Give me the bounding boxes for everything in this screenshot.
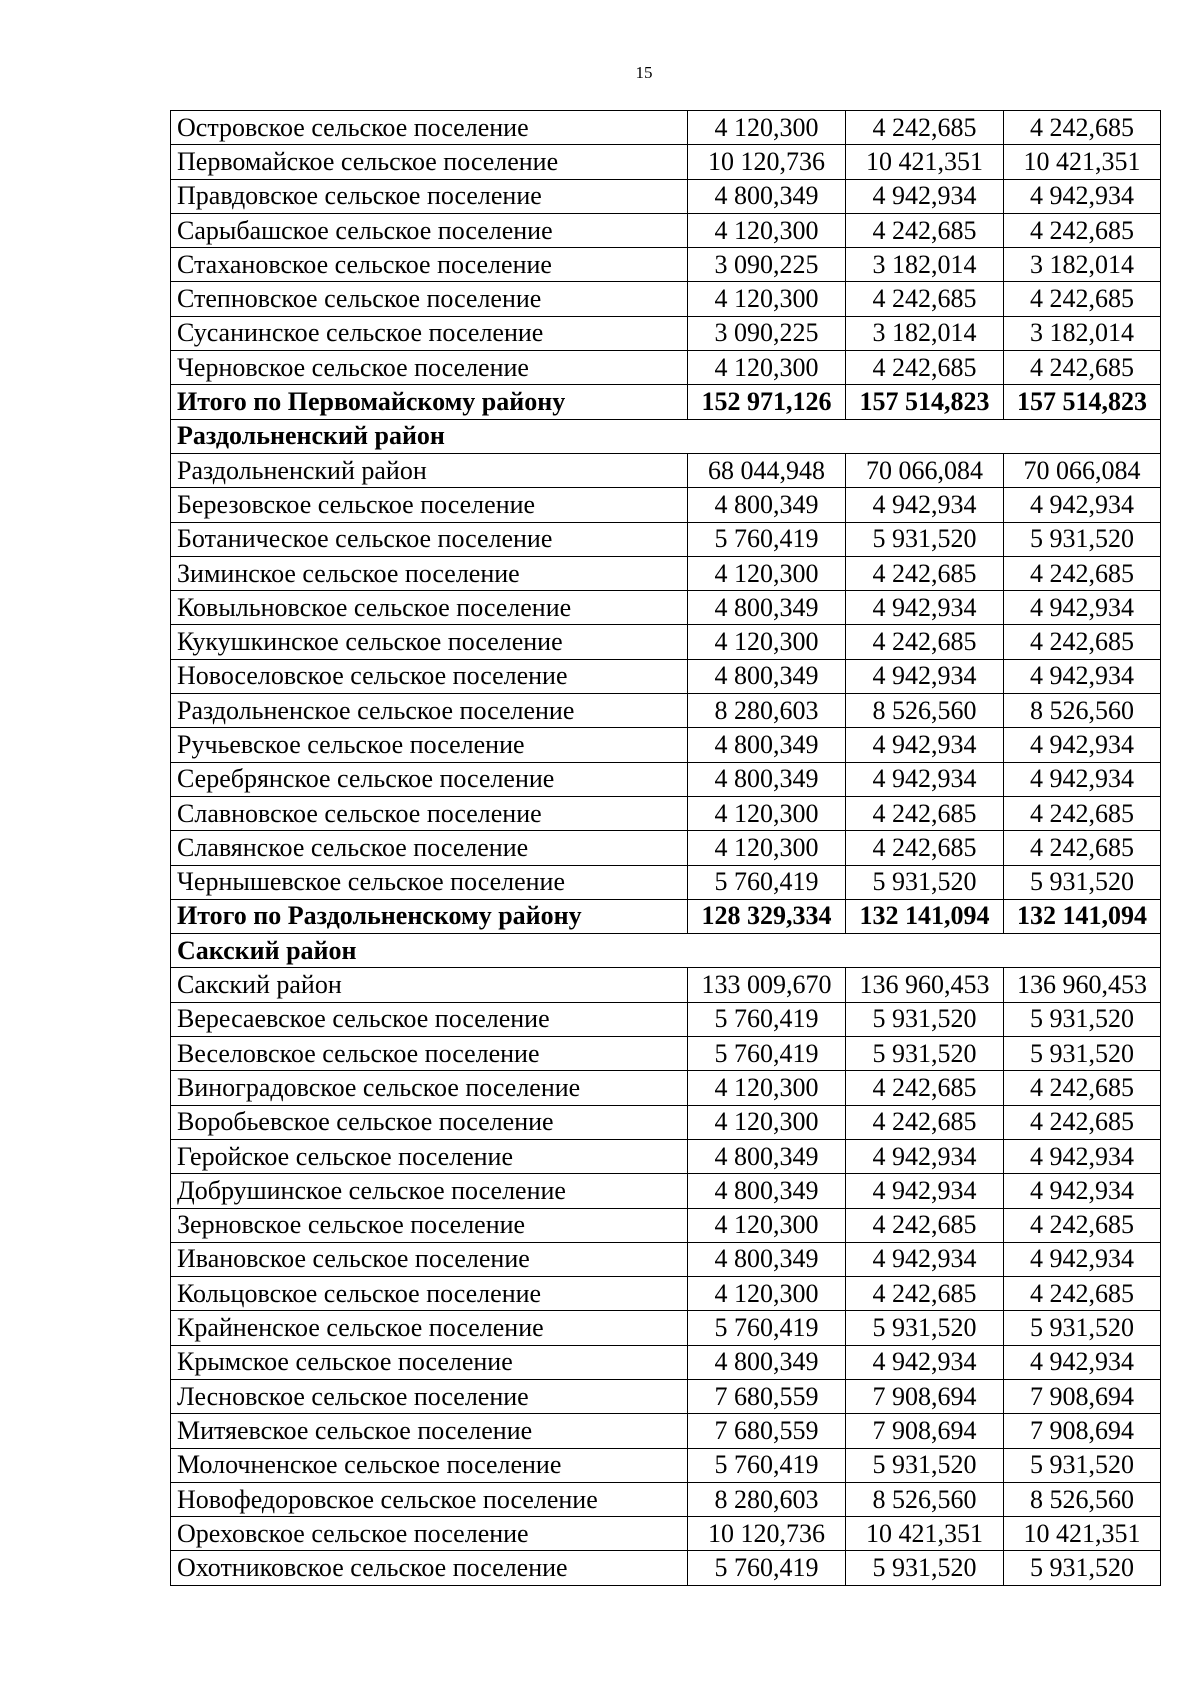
table-row [171, 488, 1161, 522]
table-row [171, 1105, 1161, 1139]
table-row [171, 1242, 1161, 1276]
total-row [171, 385, 1161, 419]
table-row [171, 1071, 1161, 1105]
amount-cell-1: 4 800,349 [688, 1174, 846, 1208]
table-row [171, 453, 1161, 487]
amount-cell-3: 4 942,934 [1004, 1139, 1161, 1173]
amount-cell-1: 4 800,349 [688, 659, 846, 693]
amount-cell-2: 4 242,685 [846, 1277, 1004, 1311]
amount-cell-3: 10 421,351 [1004, 145, 1161, 179]
section-header-row [171, 934, 1161, 968]
settlement-name: Ореховское сельское поселение [171, 1517, 688, 1551]
table-row [171, 316, 1161, 350]
settlement-name: Славянское сельское поселение [171, 831, 688, 865]
table-row [171, 831, 1161, 865]
amount-cell-1: 7 680,559 [688, 1379, 846, 1413]
settlement-name: Ивановское сельское поселение [171, 1242, 688, 1276]
amount-cell-3: 5 931,520 [1004, 1551, 1161, 1585]
settlement-name: Воробьевское сельское поселение [171, 1105, 688, 1139]
amount-cell-3: 5 931,520 [1004, 1448, 1161, 1482]
amount-cell-3: 5 931,520 [1004, 1311, 1161, 1345]
amount-cell-2: 132 141,094 [846, 899, 1004, 933]
settlement-name: Кукушкинское сельское поселение [171, 625, 688, 659]
table-row [171, 351, 1161, 385]
amount-cell-1: 68 044,948 [688, 453, 846, 487]
amount-cell-3: 8 526,560 [1004, 1482, 1161, 1516]
amount-cell-1: 4 120,300 [688, 1105, 846, 1139]
amount-cell-1: 128 329,334 [688, 899, 846, 933]
table-row [171, 111, 1161, 145]
settlement-name: Зиминское сельское поселение [171, 556, 688, 590]
settlement-name: Зерновское сельское поселение [171, 1208, 688, 1242]
amount-cell-1: 4 120,300 [688, 213, 846, 247]
amount-cell-1: 4 800,349 [688, 1242, 846, 1276]
amount-cell-3: 4 242,685 [1004, 1105, 1161, 1139]
table-row [171, 968, 1161, 1002]
table-row [171, 1002, 1161, 1036]
settlement-name: Лесновское сельское поселение [171, 1379, 688, 1413]
table-row [171, 1174, 1161, 1208]
table-row [171, 179, 1161, 213]
amount-cell-3: 70 066,084 [1004, 453, 1161, 487]
settlement-name: Ручьевское сельское поселение [171, 728, 688, 762]
amount-cell-1: 4 120,300 [688, 831, 846, 865]
amount-cell-2: 4 942,934 [846, 728, 1004, 762]
table-row [171, 591, 1161, 625]
amount-cell-1: 4 800,349 [688, 1345, 846, 1379]
settlement-name: Березовское сельское поселение [171, 488, 688, 522]
table-row [171, 1551, 1161, 1585]
amount-cell-1: 4 120,300 [688, 111, 846, 145]
amount-cell-3: 5 931,520 [1004, 1037, 1161, 1071]
amount-cell-1: 5 760,419 [688, 1037, 846, 1071]
table-row [171, 556, 1161, 590]
settlement-name: Островское сельское поселение [171, 111, 688, 145]
amount-cell-3: 7 908,694 [1004, 1414, 1161, 1448]
amount-cell-2: 8 526,560 [846, 1482, 1004, 1516]
amount-cell-2: 10 421,351 [846, 145, 1004, 179]
amount-cell-2: 7 908,694 [846, 1379, 1004, 1413]
amount-cell-3: 4 942,934 [1004, 488, 1161, 522]
amount-cell-2: 5 931,520 [846, 1448, 1004, 1482]
settlement-name: Раздольненское сельское поселение [171, 694, 688, 728]
amount-cell-3: 4 242,685 [1004, 213, 1161, 247]
amount-cell-2: 4 942,934 [846, 659, 1004, 693]
amount-cell-2: 4 242,685 [846, 1105, 1004, 1139]
amount-cell-3: 4 242,685 [1004, 351, 1161, 385]
amount-cell-1: 4 120,300 [688, 796, 846, 830]
amount-cell-3: 4 942,934 [1004, 1242, 1161, 1276]
amount-cell-3: 4 942,934 [1004, 762, 1161, 796]
amount-cell-3: 7 908,694 [1004, 1379, 1161, 1413]
settlement-name: Чернышевское сельское поселение [171, 865, 688, 899]
settlement-name: Вересаевское сельское поселение [171, 1002, 688, 1036]
amount-cell-2: 70 066,084 [846, 453, 1004, 487]
settlement-name: Крайненское сельское поселение [171, 1311, 688, 1345]
settlement-name: Геройское сельское поселение [171, 1139, 688, 1173]
amount-cell-2: 5 931,520 [846, 1551, 1004, 1585]
amount-cell-3: 4 242,685 [1004, 625, 1161, 659]
settlement-name: Стахановское сельское поселение [171, 248, 688, 282]
table-row [171, 1448, 1161, 1482]
amount-cell-3: 4 242,685 [1004, 796, 1161, 830]
amount-cell-3: 132 141,094 [1004, 899, 1161, 933]
amount-cell-2: 4 942,934 [846, 1345, 1004, 1379]
settlement-name: Сакский район [171, 968, 688, 1002]
amount-cell-1: 4 120,300 [688, 1277, 846, 1311]
table-row [171, 1414, 1161, 1448]
amount-cell-3: 4 242,685 [1004, 1208, 1161, 1242]
table-row [171, 1037, 1161, 1071]
amount-cell-2: 4 942,934 [846, 1242, 1004, 1276]
amount-cell-2: 4 242,685 [846, 1208, 1004, 1242]
amount-cell-1: 5 760,419 [688, 865, 846, 899]
amount-cell-1: 4 800,349 [688, 762, 846, 796]
amount-cell-1: 8 280,603 [688, 694, 846, 728]
amount-cell-1: 4 800,349 [688, 591, 846, 625]
table-row [171, 1208, 1161, 1242]
settlement-name: Молочненское сельское поселение [171, 1448, 688, 1482]
table-row [171, 865, 1161, 899]
amount-cell-2: 5 931,520 [846, 1311, 1004, 1345]
settlement-name: Виноградовское сельское поселение [171, 1071, 688, 1105]
settlement-name: Кольцовское сельское поселение [171, 1277, 688, 1311]
table-row [171, 694, 1161, 728]
amount-cell-2: 4 242,685 [846, 796, 1004, 830]
table-row [171, 625, 1161, 659]
amount-cell-2: 7 908,694 [846, 1414, 1004, 1448]
settlement-name: Сарыбашское сельское поселение [171, 213, 688, 247]
amount-cell-1: 4 800,349 [688, 488, 846, 522]
settlement-name: Новоселовское сельское поселение [171, 659, 688, 693]
amount-cell-2: 4 242,685 [846, 213, 1004, 247]
amount-cell-3: 3 182,014 [1004, 248, 1161, 282]
settlement-name: Степновское сельское поселение [171, 282, 688, 316]
amount-cell-1: 4 120,300 [688, 1071, 846, 1105]
settlement-name: Ботаническое сельское поселение [171, 522, 688, 556]
settlement-name: Сусанинское сельское поселение [171, 316, 688, 350]
amount-cell-3: 4 942,934 [1004, 659, 1161, 693]
table-row [171, 762, 1161, 796]
section-title: Сакский район [171, 934, 1161, 968]
table-row [171, 1311, 1161, 1345]
settlement-name: Митяевское сельское поселение [171, 1414, 688, 1448]
amount-cell-3: 5 931,520 [1004, 865, 1161, 899]
amount-cell-1: 10 120,736 [688, 145, 846, 179]
table-row [171, 248, 1161, 282]
amount-cell-2: 4 242,685 [846, 831, 1004, 865]
settlement-name: Охотниковское сельское поселение [171, 1551, 688, 1585]
amount-cell-2: 4 242,685 [846, 111, 1004, 145]
amount-cell-1: 152 971,126 [688, 385, 846, 419]
amount-cell-2: 4 942,934 [846, 591, 1004, 625]
settlement-name: Первомайское сельское поселение [171, 145, 688, 179]
amount-cell-1: 5 760,419 [688, 1448, 846, 1482]
amount-cell-3: 4 242,685 [1004, 556, 1161, 590]
amount-cell-1: 133 009,670 [688, 968, 846, 1002]
table-row [171, 659, 1161, 693]
amount-cell-3: 4 942,934 [1004, 728, 1161, 762]
table-row [171, 1482, 1161, 1516]
amount-cell-1: 5 760,419 [688, 1311, 846, 1345]
amount-cell-1: 4 120,300 [688, 282, 846, 316]
amount-cell-3: 4 242,685 [1004, 1071, 1161, 1105]
table-row [171, 1379, 1161, 1413]
settlement-name: Добрушинское сельское поселение [171, 1174, 688, 1208]
section-title: Раздольненский район [171, 419, 1161, 453]
table-row [171, 796, 1161, 830]
budget-table [170, 110, 1161, 1586]
table-row [171, 1517, 1161, 1551]
amount-cell-2: 4 242,685 [846, 282, 1004, 316]
amount-cell-3: 4 942,934 [1004, 1345, 1161, 1379]
settlement-name: Новофедоровское сельское поселение [171, 1482, 688, 1516]
amount-cell-1: 4 120,300 [688, 1208, 846, 1242]
table-row [171, 1277, 1161, 1311]
amount-cell-1: 4 800,349 [688, 1139, 846, 1173]
amount-cell-3: 3 182,014 [1004, 316, 1161, 350]
amount-cell-2: 4 942,934 [846, 1139, 1004, 1173]
total-row [171, 899, 1161, 933]
table-row [171, 522, 1161, 556]
amount-cell-2: 4 942,934 [846, 1174, 1004, 1208]
settlement-name: Черновское сельское поселение [171, 351, 688, 385]
amount-cell-3: 4 942,934 [1004, 1174, 1161, 1208]
table-row [171, 213, 1161, 247]
amount-cell-1: 3 090,225 [688, 316, 846, 350]
amount-cell-1: 5 760,419 [688, 522, 846, 556]
amount-cell-2: 10 421,351 [846, 1517, 1004, 1551]
table-row [171, 145, 1161, 179]
amount-cell-2: 4 242,685 [846, 625, 1004, 659]
amount-cell-2: 157 514,823 [846, 385, 1004, 419]
amount-cell-1: 4 800,349 [688, 728, 846, 762]
amount-cell-1: 3 090,225 [688, 248, 846, 282]
amount-cell-1: 10 120,736 [688, 1517, 846, 1551]
amount-cell-2: 4 942,934 [846, 488, 1004, 522]
amount-cell-2: 4 942,934 [846, 179, 1004, 213]
amount-cell-3: 157 514,823 [1004, 385, 1161, 419]
total-label: Итого по Первомайскому району [171, 385, 688, 419]
amount-cell-1: 4 120,300 [688, 351, 846, 385]
table-row [171, 1139, 1161, 1173]
amount-cell-3: 4 242,685 [1004, 111, 1161, 145]
amount-cell-2: 3 182,014 [846, 316, 1004, 350]
amount-cell-1: 4 120,300 [688, 625, 846, 659]
settlement-name: Ковыльновское сельское поселение [171, 591, 688, 625]
settlement-name: Серебрянское сельское поселение [171, 762, 688, 796]
settlement-name: Раздольненский район [171, 453, 688, 487]
table-body [171, 111, 1161, 1586]
amount-cell-3: 136 960,453 [1004, 968, 1161, 1002]
amount-cell-2: 4 242,685 [846, 1071, 1004, 1105]
settlement-name: Славновское сельское поселение [171, 796, 688, 830]
settlement-name: Правдовское сельское поселение [171, 179, 688, 213]
amount-cell-3: 5 931,520 [1004, 1002, 1161, 1036]
amount-cell-3: 8 526,560 [1004, 694, 1161, 728]
amount-cell-2: 4 242,685 [846, 351, 1004, 385]
amount-cell-2: 5 931,520 [846, 1037, 1004, 1071]
settlement-name: Крымское сельское поселение [171, 1345, 688, 1379]
amount-cell-1: 4 120,300 [688, 556, 846, 590]
amount-cell-1: 8 280,603 [688, 1482, 846, 1516]
section-header-row [171, 419, 1161, 453]
amount-cell-2: 4 942,934 [846, 762, 1004, 796]
amount-cell-2: 8 526,560 [846, 694, 1004, 728]
amount-cell-1: 5 760,419 [688, 1551, 846, 1585]
table-row [171, 1345, 1161, 1379]
amount-cell-3: 10 421,351 [1004, 1517, 1161, 1551]
total-label: Итого по Раздольненскому району [171, 899, 688, 933]
amount-cell-2: 5 931,520 [846, 1002, 1004, 1036]
amount-cell-3: 5 931,520 [1004, 522, 1161, 556]
amount-cell-2: 5 931,520 [846, 522, 1004, 556]
amount-cell-3: 4 942,934 [1004, 591, 1161, 625]
amount-cell-2: 4 242,685 [846, 556, 1004, 590]
amount-cell-2: 136 960,453 [846, 968, 1004, 1002]
amount-cell-3: 4 242,685 [1004, 831, 1161, 865]
amount-cell-1: 4 800,349 [688, 179, 846, 213]
amount-cell-3: 4 242,685 [1004, 1277, 1161, 1311]
table-row [171, 728, 1161, 762]
amount-cell-1: 5 760,419 [688, 1002, 846, 1036]
amount-cell-3: 4 242,685 [1004, 282, 1161, 316]
amount-cell-1: 7 680,559 [688, 1414, 846, 1448]
table-row [171, 282, 1161, 316]
amount-cell-3: 4 942,934 [1004, 179, 1161, 213]
settlement-name: Веселовское сельское поселение [171, 1037, 688, 1071]
amount-cell-2: 5 931,520 [846, 865, 1004, 899]
page-number: 15 [635, 63, 653, 82]
amount-cell-2: 3 182,014 [846, 248, 1004, 282]
